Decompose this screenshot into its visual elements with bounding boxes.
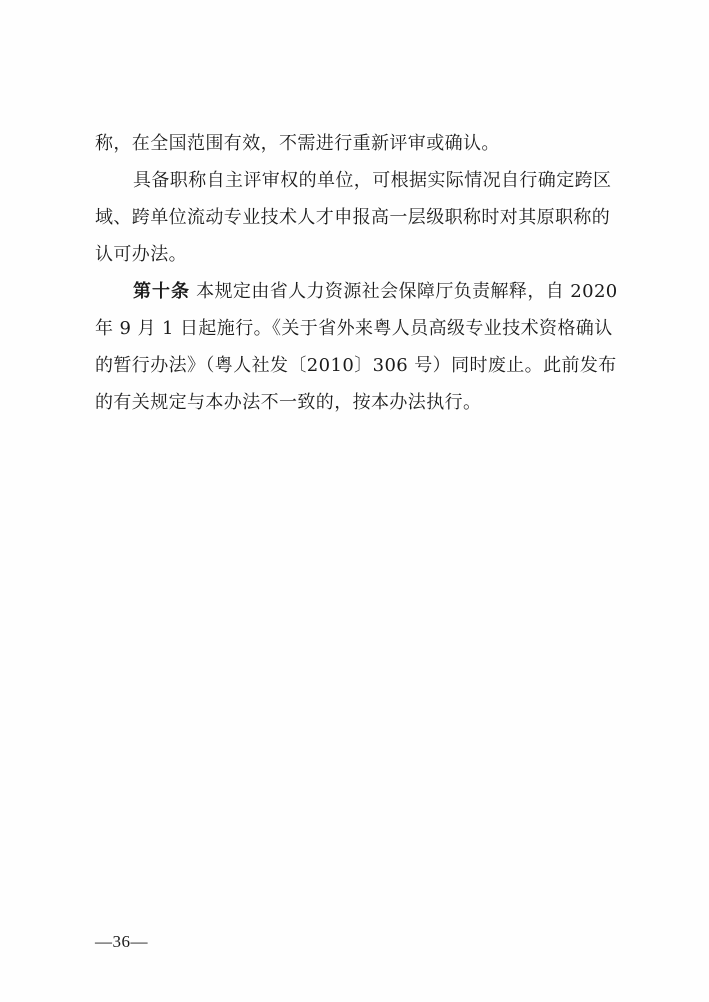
article-ten-line-4: 的有关规定与本办法不一致的，按本办法执行。 <box>95 392 482 413</box>
paragraph-self-evaluation-line-3: 认可办法。 <box>95 244 187 265</box>
article-ten-line-1 <box>95 273 635 310</box>
article-ten-label: 第十条 <box>133 281 190 302</box>
article-ten-line-3: 的暂行办法》（粤人社发〔2010〕306 号）同时废止。此前发布 <box>95 355 617 376</box>
article-ten-line-2: 年 9 月 1 日起施行。《关于省外来粤人员高级专业技术资格确认 <box>95 318 613 339</box>
paragraph-self-evaluation-line-1: 具备职称自主评审权的单位，可根据实际情况自行确定跨区 <box>133 170 612 191</box>
page-number: —36— <box>95 932 148 951</box>
article-ten-text-start: 本规定由省人力资源社会保障厅负责解释，自 2020 <box>190 281 618 302</box>
paragraph-continuation-line: 称，在全国范围有效，不需进行重新评审或确认。 <box>95 133 500 154</box>
document-body <box>95 125 635 421</box>
paragraph-self-evaluation-line-2: 域、跨单位流动专业技术人才申报高一层级职称时对其原职称的 <box>95 207 611 228</box>
